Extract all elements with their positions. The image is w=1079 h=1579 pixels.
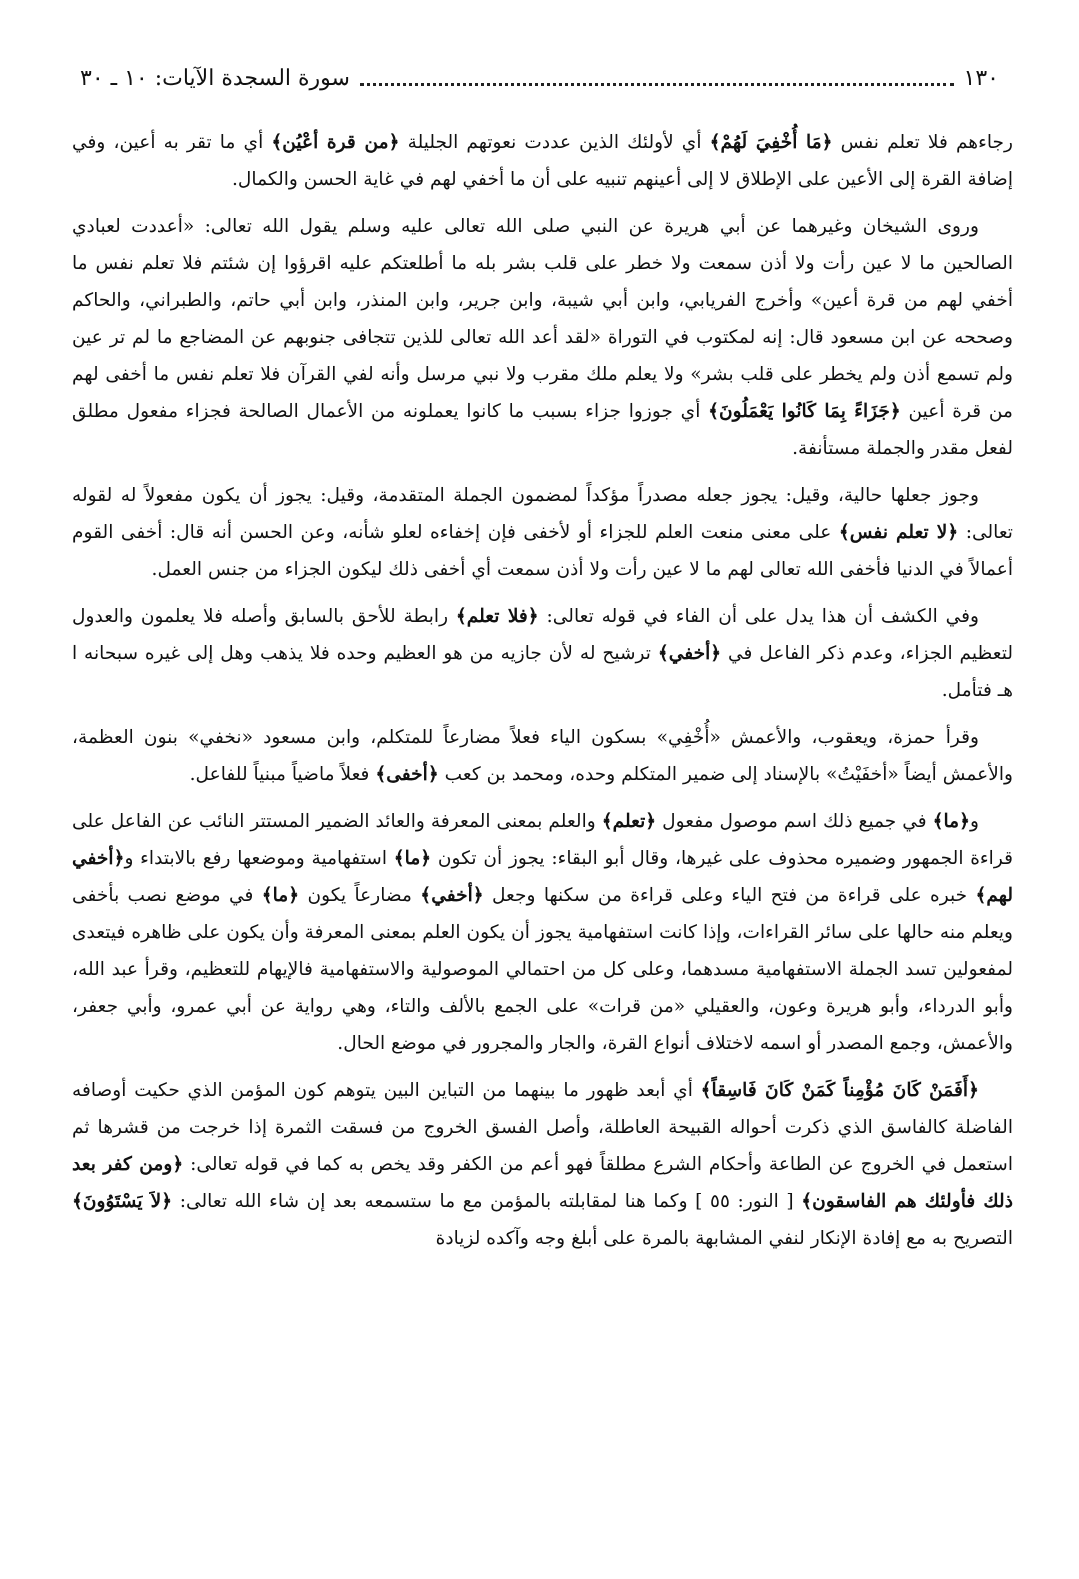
quran-quote: ﴿أخفى﴾ <box>375 764 439 785</box>
paragraph <box>72 124 1013 198</box>
quran-quote: ﴿ما﴾ <box>393 848 432 869</box>
text-run: وروى الشيخان وغيرهما عن أبي هريرة عن النبي صلى الله تعالى عليه وسلم يقول الله تعالى: «أعددت لعبادي الصالحين ما لا عين رأت ولا أذن سمعت ولا خطر على قلب بشر بله ما أطلعتكم عليه اقرؤوا إن شئتم فلا تعلم نفس ما أخفي لهم من قرة أعين» وأخرج الفريابي، وابن أبي شيبة، وابن جرير، وابن المنذر، وابن أبي حاتم، والطبراني، والحاكم وصححه عن ابن مسعود قال: إنه لمكتوب في التوراة «لقد أعد الله تعالى للذين تتجافى جنوبهم عن المضاجع ما لم تر عين ولم تسمع أذن ولم يخطر على قلب بشر» ولا يعلم ملك مقرب ولا نبي مرسل وأنه لفي القرآن فلا تعلم نفس ما أخفى لهم من قرة أعين <box>72 216 1013 422</box>
paragraph <box>72 477 1013 588</box>
quran-quote: ﴿أخفي﴾ <box>420 885 484 906</box>
quran-quote: ﴿من قرة أعْيُن﴾ <box>271 132 400 153</box>
paragraph <box>72 208 1013 467</box>
text-run: فعلاً ماضياً مبنياً للفاعل. <box>189 764 376 785</box>
quran-quote: ﴿مَا أُخْفِيَ لَهُمْ﴾ <box>709 132 833 153</box>
page-header <box>80 66 999 92</box>
quran-quote: ﴿ومن كفر بعد ذلك فأولئك هم الفاسقون﴾ <box>72 1154 1013 1212</box>
text-run: وجوز جعلها حالية، وقيل: يجوز جعله مصدراً مؤكداً لمضمون الجملة المتقدمة، وقيل: يجوز أن يكون مفعولاً له لقوله تعالى: <box>72 485 1013 543</box>
text-run: أي جوزوا جزاء بسبب ما كانوا يعملونه من الأعمال الصالحة فجزاء مفعول مطلق لفعل مقدر والجملة مستأنفة. <box>72 401 1013 459</box>
quran-quote: ﴿تعلم﴾ <box>601 811 657 832</box>
text-run: ترشيح له لأن جازيه من هو العظيم وحده فلا يذهب وهل إلى غيره سبحانه ا هـ فتأمل. <box>72 643 1013 701</box>
text-run: على معنى منعت العلم للجزاء أو لأخفى فإن إخفاءه لعلو شأنه، وعن الحسن أنه قال: أخفى القوم أعمالاً في الدنيا فأخفى الله تعالى لهم ما لا عين رأت ولا أذن سمعت أي أخفى ذلك ليكون الجزاء من جنس العمل. <box>72 522 1013 580</box>
text-run: [ النور: ٥٥ ] وكما هنا لمقابلته بالمؤمن مع ما ستسمعه بعد إن شاء الله تعالى: <box>172 1191 802 1212</box>
text-run: خبره على قراءة من فتح الياء وعلى قراءة من سكنها وجعل <box>483 885 976 906</box>
text-run: والعلم بمعنى المعرفة والعائد الضمير المستتر النائب عن الفاعل على قراءة الجمهور وضميره محذوف على غيرها، وقال أبو البقاء: يجوز أن تكون <box>72 811 1013 869</box>
page-body <box>72 124 1013 1267</box>
header-dotted-leader <box>360 83 954 86</box>
text-run: و <box>970 811 979 832</box>
quran-quote: ﴿فلا تعلم﴾ <box>455 606 539 627</box>
text-run: في موضع نصب بأخفى ويعلم منه حالها على سائر القراءات، وإذا كانت استفهامية يجوز أن يكون العلم بمعنى المعرفة وأن يكون على ظاهره فيتعدى لمفعولين تسد الجملة الاستفهامية مسدهما، وعلى كل من احتمالي الموصولية والاستفهامية فالإيهام للتعظيم، وقرأ عبد الله، وأبو الدرداء، وأبو هريرة وعون، والعقيلي «من قرات» على الجمع بالألف والتاء، وهي رواية عن أبي عمرو، وأبي جعفر، والأعمش، وجمع المصدر أو اسمه لاختلاف أنواع القرة، والجار والمجرور في موضع الحال. <box>72 885 1013 1054</box>
text-run: التصريح به مع إفادة الإنكار لنفي المشابهة بالمرة على أبلغ وجه وآكده لزيادة <box>435 1228 1013 1249</box>
text-run: أي لأولئك الذين عددت نعوتهم الجليلة <box>399 132 710 153</box>
text-run: مضارعاً يكون <box>299 885 421 906</box>
quran-quote: ﴿لا تعلم نفس﴾ <box>838 522 959 543</box>
quran-quote: ﴿ما﴾ <box>932 811 971 832</box>
text-run: رابطة للأحق بالسابق وأصله فلا يعلمون والعدول لتعظيم الجزاء، وعدم ذكر الفاعل في <box>72 606 1013 664</box>
quran-quote: ﴿أخفي لهم﴾ <box>72 848 1013 906</box>
quran-quote: ﴿لاَ يَسْتَوُونَ﴾ <box>72 1191 173 1212</box>
paragraph <box>72 598 1013 709</box>
surah-title: سورة السجدة الآيات: ١٠ ـ ٣٠ <box>80 66 350 91</box>
text-run: في جميع ذلك اسم موصول مفعول <box>656 811 933 832</box>
quran-quote: ﴿جَزَاءً بِمَا كَانُوا يَعْمَلُونَ﴾ <box>708 401 901 422</box>
text-run: رجاءهم فلا تعلم نفس <box>832 132 1013 153</box>
paragraph <box>72 1072 1013 1257</box>
quran-quote: ﴿أَفَمَنْ كَانَ مُؤْمِناً كَمَنْ كَانَ فَاسِقاً﴾ <box>700 1080 979 1101</box>
text-run: أي أبعد ظهور ما بينهما من التباين البين يتوهم كون المؤمن الذي حكيت أوصافه الفاضلة كالفاسق الذي ذكرت أحواله القبيحة العاطلة، وأصل الفسق الخروج من فسقت الثمرة إذا خرجت من قشرها ثم استعمل في الخروج عن الطاعة وأحكام الشرع مطلقاً فهو أعم من الكفر وقد يخص به كما في قوله تعالى: <box>72 1080 1013 1175</box>
text-run: وقرأ حمزة، ويعقوب، والأعمش «أُخْفِي» بسكون الياء فعلاً مضارعاً للمتكلم، وابن مسعود «نخفي» بنون العظمة، والأعمش أيضاً «أخفَيْتُ» بالإسناد إلى ضمير المتكلم وحده، ومحمد بن كعب <box>72 727 1013 785</box>
text-run: استفهامية وموضعها رفع بالابتداء و <box>124 848 394 869</box>
paragraph <box>72 803 1013 1062</box>
paragraph <box>72 719 1013 793</box>
text-run: أي ما تقر به أعين، وفي إضافة القرة إلى الأعين على الإطلاق لا إلى أعينهم تنبيه على أن ما أخفي لهم في غاية الحسن والكمال. <box>72 132 1013 190</box>
quran-quote: ﴿ما﴾ <box>261 885 300 906</box>
quran-quote: ﴿أخفي﴾ <box>657 643 722 664</box>
text-run: وفي الكشف أن هذا يدل على أن الفاء في قوله تعالى: <box>538 606 980 627</box>
page-number: ١٣٠ <box>963 66 999 91</box>
